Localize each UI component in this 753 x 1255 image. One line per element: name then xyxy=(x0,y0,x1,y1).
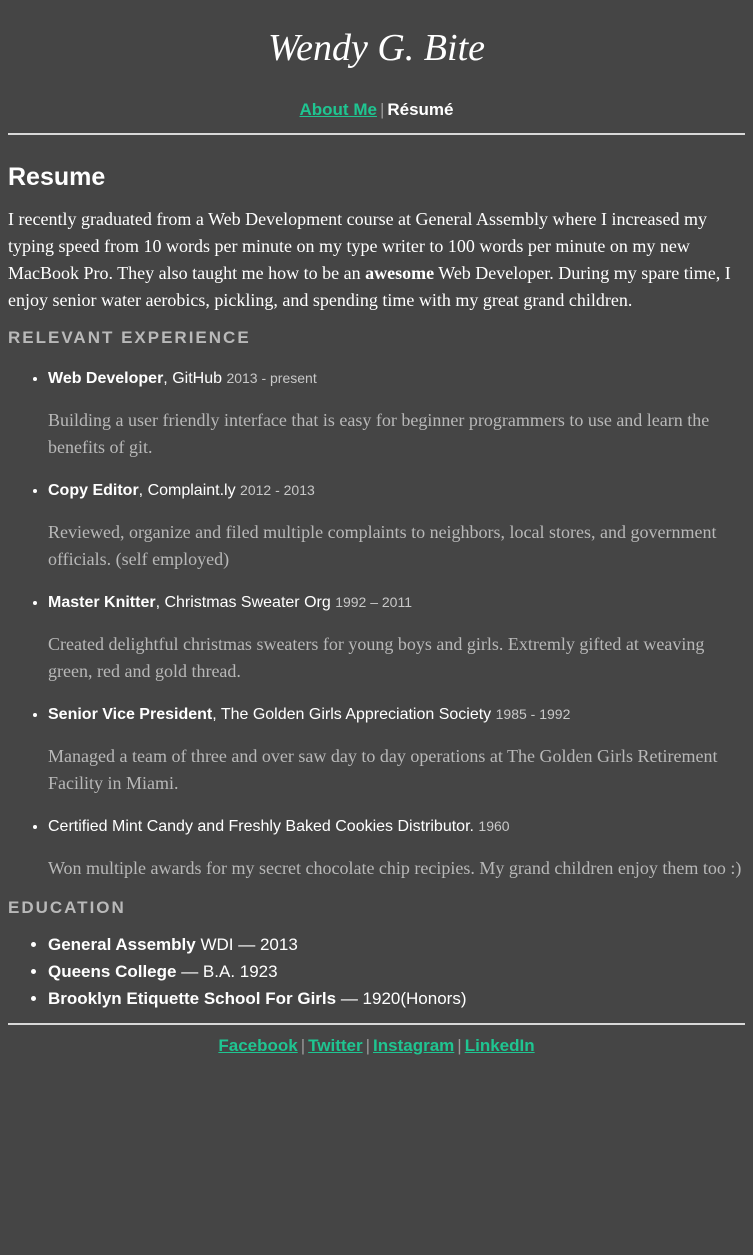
intro-paragraph xyxy=(8,206,745,314)
education-heading: EDUCATION xyxy=(8,898,126,917)
footer-link-instagram[interactable]: Instagram xyxy=(373,1036,455,1055)
job-title-line xyxy=(48,477,745,504)
nav-link-about-me[interactable]: About Me xyxy=(299,100,377,119)
job-years: 2013 - present xyxy=(226,370,317,386)
footer-divider xyxy=(8,1023,745,1025)
job-org: , The Golden Girls Appreciation Society xyxy=(212,706,492,723)
school-detail: — 1920(Honors) xyxy=(336,989,467,1008)
job-years: 2012 - 2013 xyxy=(240,482,315,498)
job-years: 1985 - 1992 xyxy=(495,706,571,722)
footer-link-linkedin[interactable]: LinkedIn xyxy=(464,1036,535,1055)
header-divider xyxy=(8,133,745,135)
job-item xyxy=(48,813,745,882)
job-title-line xyxy=(48,813,745,840)
school-detail: — B.A. 1923 xyxy=(176,962,278,981)
job-title-line xyxy=(48,365,745,392)
footer-nav xyxy=(8,1034,745,1058)
job-item xyxy=(48,477,745,573)
job-description: Won multiple awards for my secret chocolate chip recipies. My grand children enjoy them too :) xyxy=(48,858,742,878)
top-nav xyxy=(8,98,745,122)
job-role: Copy Editor xyxy=(48,482,139,499)
job-role: Web Developer xyxy=(48,370,164,387)
education-item xyxy=(48,931,745,958)
intro-text-start: I recently graduated from a Web Development course at General Assembly where I increased my typing speed from 10 words per minute on my type writer to 100 words per minute on my new MacBook Pro. They also taught me how to be an xyxy=(8,209,707,283)
job-org: , Complaint.ly xyxy=(138,482,236,499)
education-list xyxy=(8,931,745,1012)
job-role: Senior Vice President xyxy=(48,706,213,723)
job-title-line xyxy=(48,589,745,616)
job-org: , GitHub xyxy=(163,370,222,387)
school-name: General Assembly xyxy=(48,935,196,954)
job-item xyxy=(48,701,745,797)
job-years: 1960 xyxy=(478,818,510,834)
school-detail: WDI — 2013 xyxy=(195,935,298,954)
experience-heading: RELEVANT EXPERIENCE xyxy=(8,328,251,347)
page-heading: Resume xyxy=(8,163,106,191)
education-item xyxy=(48,985,745,1012)
job-description: Created delightful christmas sweaters for young boys and girls. Extremly gifted at weaving green, red and gold thread. xyxy=(48,634,705,681)
job-title-line xyxy=(48,701,745,728)
job-role: Master Knitter xyxy=(48,594,156,611)
footer-link-twitter[interactable]: Twitter xyxy=(308,1036,363,1055)
job-item xyxy=(48,589,745,685)
job-years: 1992 – 2011 xyxy=(335,594,413,610)
footer-separator: | xyxy=(457,1036,462,1055)
job-item xyxy=(48,365,745,461)
nav-current-resume: Résumé xyxy=(387,100,454,119)
job-description: Reviewed, organize and filed multiple complaints to neighbors, local stores, and government officials. (self employed) xyxy=(48,522,717,569)
footer-link-facebook[interactable]: Facebook xyxy=(218,1036,298,1055)
job-org: , Christmas Sweater Org xyxy=(155,594,331,611)
intro-text-end: Web Developer. During my spare time, I enjoy senior water aerobics, pickling, and spending time with my great grand children. xyxy=(8,263,731,310)
school-name: Queens College xyxy=(48,962,177,981)
site-title: Wendy G. Bite xyxy=(267,27,486,69)
footer-separator: | xyxy=(365,1036,371,1055)
footer-separator: | xyxy=(300,1036,306,1055)
job-description: Managed a team of three and over saw day to day operations at The Golden Girls Retirement Facility in Miami. xyxy=(48,746,718,793)
job-org: Certified Mint Candy and Freshly Baked Cookies Distributor. xyxy=(48,818,474,835)
job-description: Building a user friendly interface that is easy for beginner programmers to use and learn the benefits of git. xyxy=(48,410,710,457)
education-item xyxy=(48,958,745,985)
intro-emphasis: awesome xyxy=(365,263,435,283)
nav-separator: | xyxy=(379,100,385,119)
school-name: Brooklyn Etiquette School For Girls xyxy=(48,989,337,1008)
experience-list xyxy=(8,365,745,882)
